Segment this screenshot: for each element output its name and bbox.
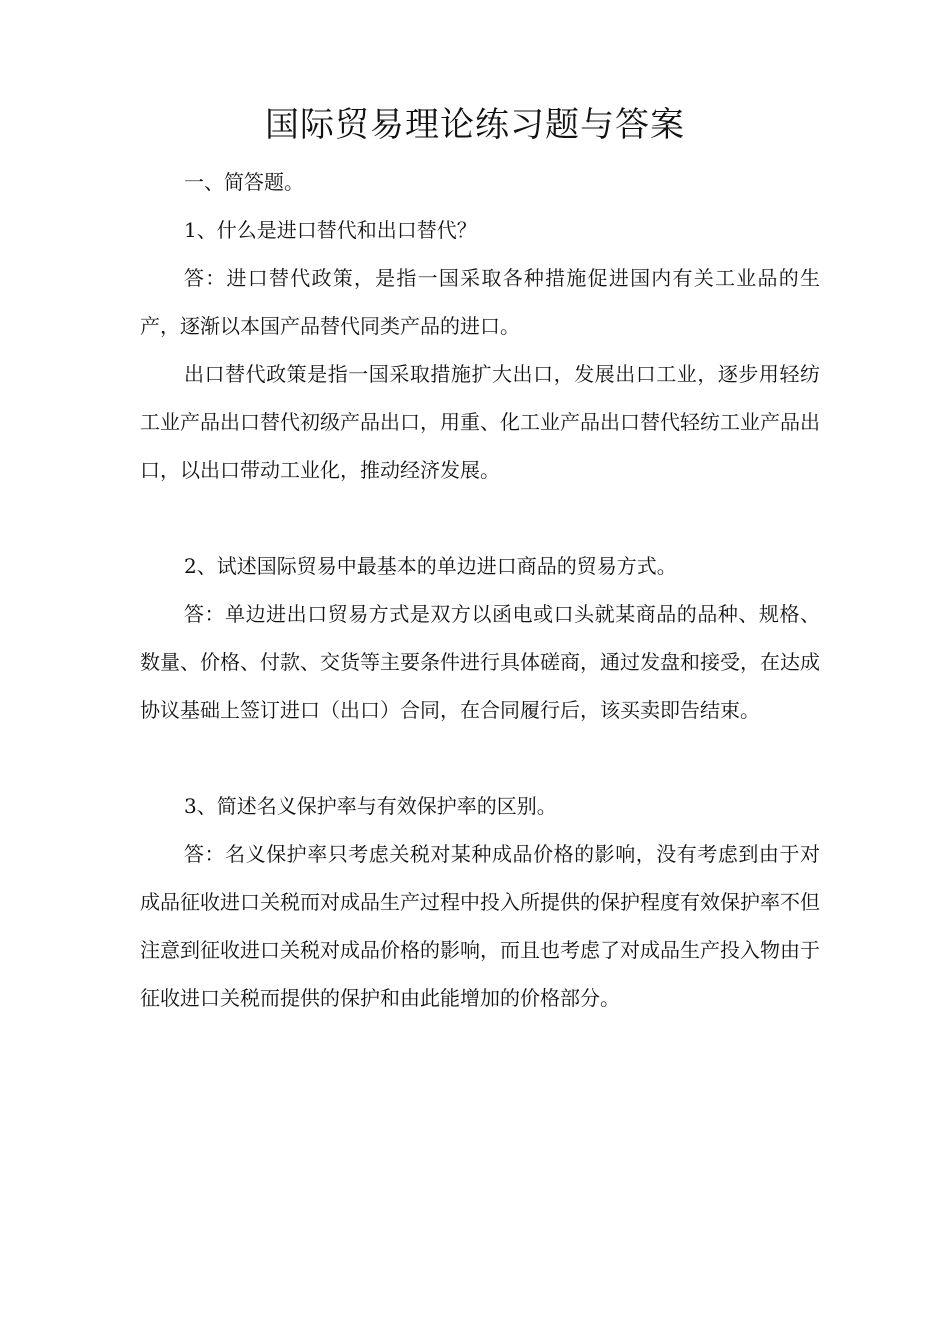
answer-1-paragraph-2: 出口替代政策是指一国采取措施扩大出口，发展出口工业，逐步用轻纺工业产品出口替代初级产品出口，用重、化工业产品出口替代轻纺工业产品出口，以出口带动工业化，推动经济发展。: [140, 362, 820, 482]
answer-3-paragraph-1: 答：名义保护率只考虑关税对某种成品价格的影响，没有考虑到由于对成品征收进口关税而对成品生产过程中投入所提供的保护程度有效保护率不但注意到征收进口关税对成品价格的影响，而且也考虑了对成品生产投入物由于征收进口关税而提供的保护和由此能增加的价格部分。: [140, 842, 820, 1010]
document-title: 国际贸易理论练习题与答案: [265, 105, 685, 145]
answer-1-paragraph-1: 答：进口替代政策，是指一国采取各种措施促进国内有关工业品的生产，逐渐以本国产品替代同类产品的进口。: [140, 266, 820, 338]
answer-2-paragraph-1: 答：单边进出口贸易方式是双方以函电或口头就某商品的品种、规格、数量、价格、付款、交货等主要条件进行具体磋商，通过发盘和接受，在达成协议基础上签订进口（出口）合同，在合同履行后，该买卖即告结束。: [140, 602, 820, 722]
question-3: 3、简述名义保护率与有效保护率的区别。: [184, 794, 557, 818]
section-heading: 一、简答题。: [184, 170, 304, 194]
document-body: [140, 158, 820, 1022]
paragraph-spacer: [140, 734, 820, 782]
question-1: 1、什么是进口替代和出口替代？: [184, 218, 477, 242]
paragraph-spacer: [140, 494, 820, 542]
question-2: 2、试述国际贸易中最基本的单边进口商品的贸易方式。: [184, 554, 677, 578]
